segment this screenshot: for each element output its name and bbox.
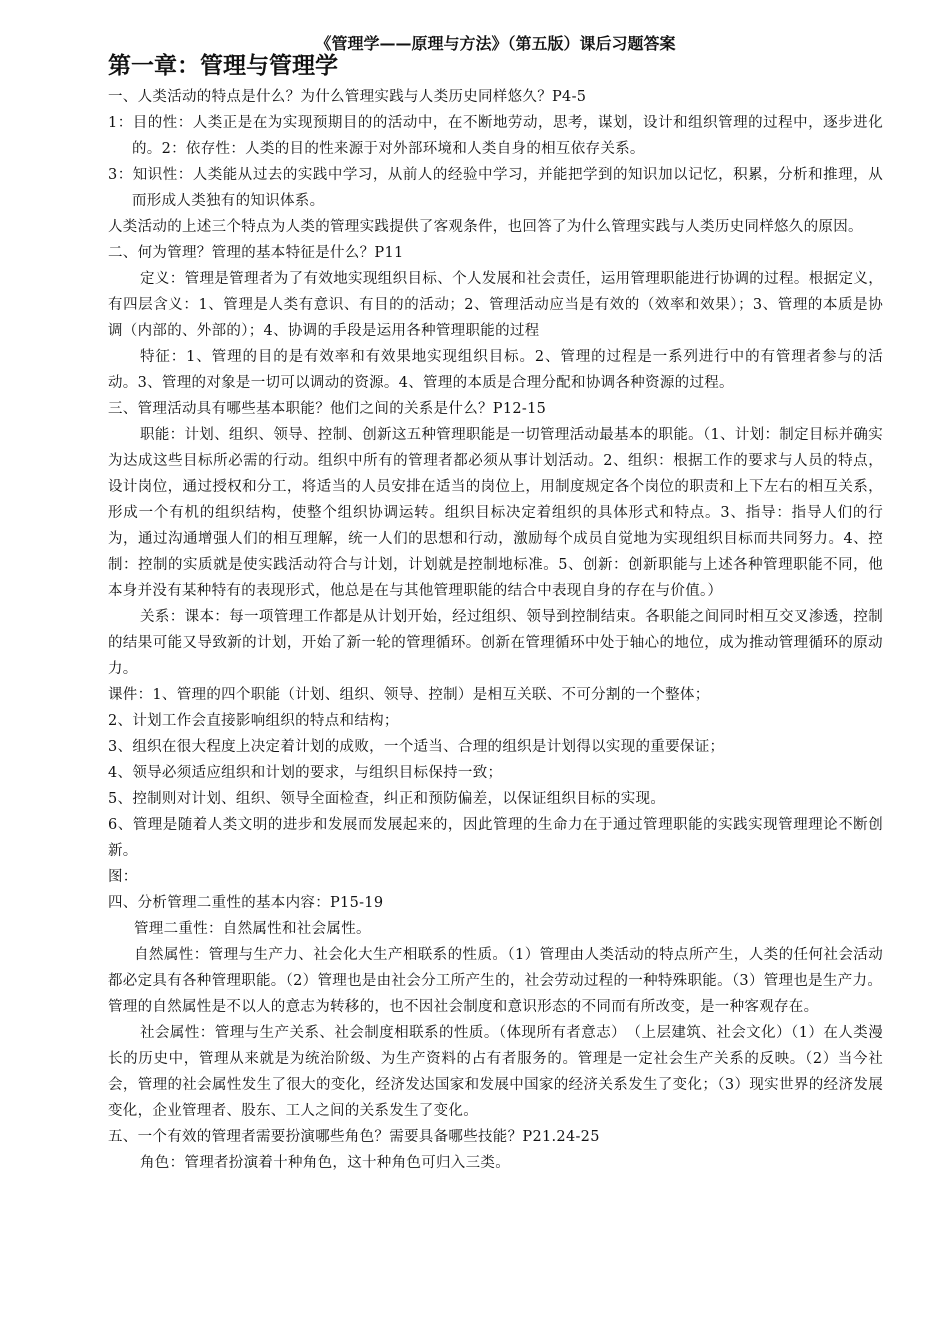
paragraph: 三、管理活动具有哪些基本职能？他们之间的关系是什么？P12-15 [108, 401, 547, 417]
paragraph: 管理的自然属性是不以人的意志为转移的，也不因社会制度和意识形态的不同而有所改变，是一种客观存在。 [108, 999, 819, 1015]
paragraph: 人类活动的上述三个特点为人类的管理实践提供了客观条件，也回答了为什么管理实践与人类历史同样悠久的原因。 [108, 219, 863, 235]
paragraph: 社会属性：管理与生产关系、社会制度相联系的性质。（体现所有者意志） （上层建筑、社会文化）（1）在人类漫长的历史中，管理从来就是为统治阶级、为生产资料的占有者服务的。管理是一定社会生产关系的反映。（2）当今社会，管理的社会属性发生了很大的变化，经济发达国家和发展中国家的经济关系发生了变化；（3）现实世界的经济发展变化，企业管理者、股东、工人之间的关系发生了变化。 [108, 1025, 883, 1119]
paragraph: 自然属性：管理与生产力、社会化大生产相联系的性质。（1）管理由人类活动的特点所产生，人类的任何社会活动都必定具有各种管理职能。（2）管理也是由社会分工所产生的，社会劳动过程的一种特殊职能。（3）管理也是生产力。 [108, 947, 883, 989]
paragraph: 3、组织在很大程度上决定着计划的成败，一个适当、合理的组织是计划得以实现的重要保证； [108, 739, 725, 755]
paragraph: 五、一个有效的管理者需要扮演哪些角色？需要具备哪些技能？P21.24-25 [108, 1129, 600, 1145]
paragraph: 课件：1、管理的四个职能（计划、组织、领导、控制）是相互关联、不可分割的一个整体； [108, 687, 710, 703]
document-page [108, 32, 883, 1176]
paragraph: 1：目的性：人类正是在为实现预期目的的活动中，在不断地劳动，思考，谋划，设计和组织管理的过程中，逐步进化的。2：依存性：人类的目的性来源于对外部环境和人类自身的相互依存关系。 [108, 115, 883, 157]
paragraph: 二、何为管理？管理的基本特征是什么？P11 [108, 245, 404, 261]
paragraph: 管理二重性：自然属性和社会属性。 [134, 921, 371, 937]
document-title: 《管理学——原理与方法》（第五版）课后习题答案 [315, 34, 676, 53]
paragraph: 关系：课本：每一项管理工作都是从计划开始，经过组织、领导到控制结束。各职能之间同时相互交叉渗透，控制的结果可能又导致新的计划，开始了新一轮的管理循环。创新在管理循环中处于轴心的地位，成为推动管理循环的原动力。 [108, 609, 883, 677]
paragraph: 6、管理是随着人类文明的进步和发展而发展起来的，因此管理的生命力在于通过管理职能的实践实现管理理论不断创新。 [108, 817, 883, 859]
paragraph: 4、领导必须适应组织和计划的要求，与组织目标保持一致； [108, 765, 503, 781]
paragraph: 5、控制则对计划、组织、领导全面检查，纠正和预防偏差，以保证组织目标的实现。 [108, 791, 666, 807]
paragraph: 3：知识性：人类能从过去的实践中学习，从前人的经验中学习，并能把学到的知识加以记忆，积累，分析和推理，从而形成人类独有的知识体系。 [108, 167, 883, 209]
body-text [108, 84, 883, 1176]
paragraph: 职能：计划、组织、领导、控制、创新这五种管理职能是一切管理活动最基本的职能。（1、计划：制定目标并确实为达成这些目标所必需的行动。组织中所有的管理者都必须从事计划活动。2、组织：根据工作的要求与人员的特点，设计岗位，通过授权和分工，将适当的人员安排在适当的岗位上，用制度规定各个岗位的职责和上下左右的相互关系，形成一个有机的组织结构，使整个组织协调运转。组织目标决定着组织的具体形式和特点。3、指导：指导人们的行为，通过沟通增强人们的相互理解，统一人们的思想和行动，激励每个成员自觉地为实现组织目标而共同努力。4、控制：控制的实质就是使实践活动符合与计划，计划就是控制地标准。5、创新：创新职能与上述各种管理职能不同，他本身并没有某种特有的表现形式，他总是在与其他管理职能的结合中表现自身的存在与价值。） [108, 427, 883, 599]
paragraph: 2、计划工作会直接影响组织的特点和结构； [108, 713, 399, 729]
paragraph: 四、分析管理二重性的基本内容：P15-19 [108, 895, 384, 911]
paragraph: 一、人类活动的特点是什么？为什么管理实践与人类历史同样悠久？P4-5 [108, 89, 587, 105]
paragraph: 特征：1、管理的目的是有效率和有效果地实现组织目标。2、管理的过程是一系列进行中的有管理者参与的活动。3、管理的对象是一切可以调动的资源。4、管理的本质是合理分配和协调各种资源的过程。 [108, 349, 883, 391]
paragraph: 角色：管理者扮演着十种角色，这十种角色可归入三类。 [140, 1155, 510, 1171]
paragraph: 图： [108, 869, 138, 885]
chapter-heading: 第一章：管理与管理学 [108, 53, 338, 79]
paragraph: 定义：管理是管理者为了有效地实现组织目标、个人发展和社会责任，运用管理职能进行协调的过程。根据定义，有四层含义：1、管理是人类有意识、有目的的活动；2、管理活动应当是有效的（效率和效果）；3、管理的本质是协调（内部的、外部的）；4、协调的手段是运用各种管理职能的过程 [108, 271, 883, 339]
